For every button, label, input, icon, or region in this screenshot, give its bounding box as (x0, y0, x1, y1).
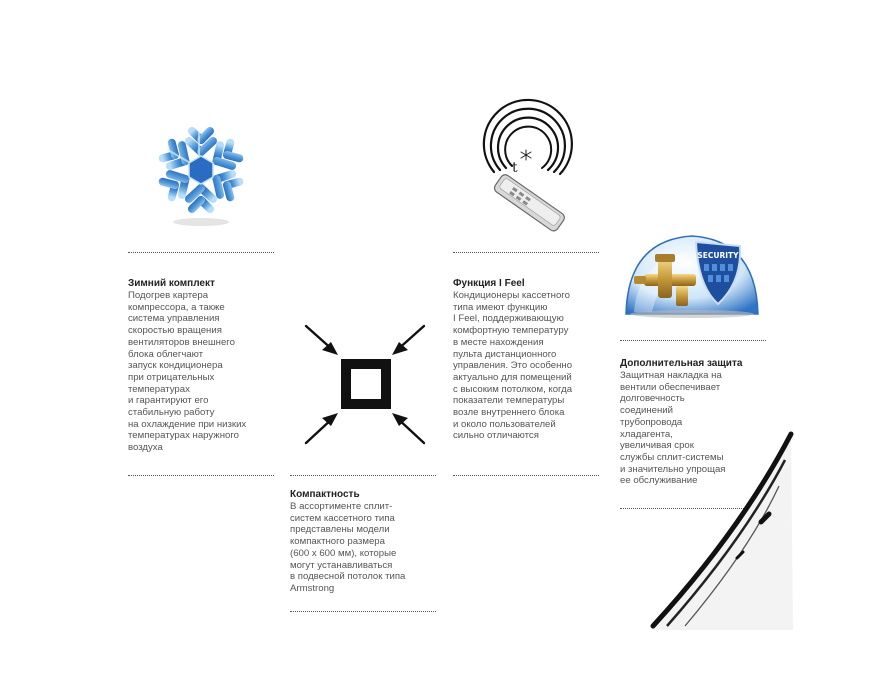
ifeel-divider-bottom (453, 475, 599, 476)
snowflake-icon (146, 118, 256, 228)
protection-divider-top (620, 340, 766, 341)
compact-divider-bottom (290, 611, 436, 612)
winter-feature (128, 278, 288, 454)
security-valve-icon (622, 230, 762, 320)
winter-divider-bottom (128, 475, 274, 476)
compact-arrows-icon (300, 318, 430, 448)
ifeel-divider-top (453, 252, 599, 253)
ifeel-feature (453, 278, 613, 442)
page-curl-decoration (645, 430, 795, 630)
compact-divider-top (290, 475, 436, 476)
ifeel-text: Кондиционеры кассетного типа имеют функцию I Feel, поддерживающую комфортную температуру в месте нахождения пульта дистанционного управления. Это особенно актуально для помещений с высоким потолком, когда показатели температуры возле внутреннего блока и около пользователей сильно отличаются (453, 290, 573, 442)
protection-text: Защитная накладка на вентили обеспечивает долговечность соединений трубопровода хладагента, увеличивая срок службы сплит-системы и значительно упрощая ее обслуживание (620, 370, 726, 487)
compact-feature (290, 489, 450, 595)
ifeel-title: Функция I Feel (453, 278, 525, 289)
compact-text: В ассортименте сплит- систем кассетного типа представлены модели компактного размера (600 х 600 мм), которые могут устанавливаться в подвесной потолок типа Armstrong (290, 501, 406, 594)
security-badge: SECURITY (697, 251, 739, 260)
svg-text:t: t (512, 160, 518, 176)
winter-divider-top (128, 252, 274, 253)
remote-control-icon (472, 112, 582, 227)
protection-title: Дополнительная защита (620, 358, 743, 369)
compact-title: Компактность (290, 489, 360, 500)
winter-title: Зимний комплект (128, 278, 215, 289)
winter-text: Подогрев картера компрессора, а также система управления скоростью вращения вентиляторов внешнего блока облегчают запуск кондиционера при отрицательных температурах и гарантируют его стабильную работу на охлаждение при низких температурах наружного воздуха (128, 290, 247, 454)
